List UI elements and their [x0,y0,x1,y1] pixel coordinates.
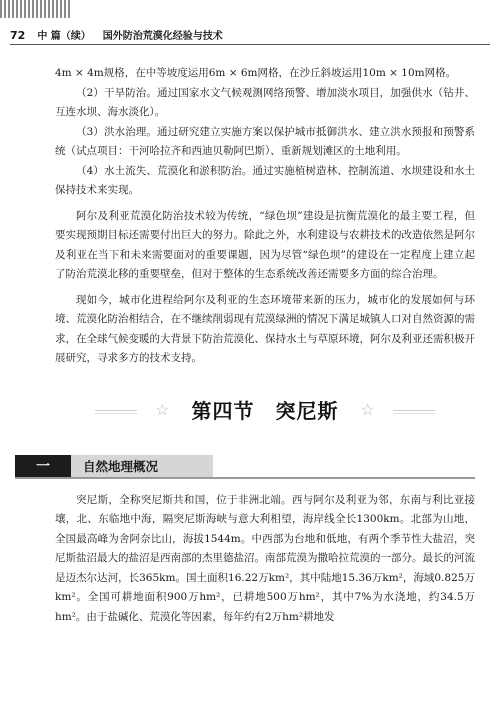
paragraph-urbanization: 现如今，城市化进程给阿尔及利亚的生态环境带来新的压力，城市化的发展如何与环境、荒漠化防治相结合，在不继续削弱现有荒漠绿洲的情况下满足城镇人口对自然资源的需求，在全球气候变暖的大背景下防治荒漠化、保持水土与草原环境，阿尔及利亚还需积极开展研究，寻求多方的技术支持。 [55,293,475,364]
star-icon: ☆ [155,399,170,419]
page-number: 72 [10,29,26,42]
header-rule [10,44,490,45]
part-label: 中 篇（续） [37,31,91,42]
header-stripe-decoration [0,0,70,18]
running-header [10,20,490,42]
section-heading [55,391,475,429]
page-body [36,64,475,627]
paragraph-erosion-control: （4）水土流失、荒漠化和淤积防治。通过实施植树造林、控制流道、水坝建设和水土保持技术来实现。 [55,164,475,196]
paragraph-green-dam: 阿尔及利亚荒漠化防治技术较为传统，“绿色坝”建设是抗衡荒漠化的最主要工程，但要实现预期目标还需要付出巨大的努力。除此之外，水利建设与农耕技术的改造依然是阿尔及利亚在当下和未来需要面对的重要课题，因为尽管“绿色坝”的建设在一定程度上建立起了防治荒漠北移的重要壁垒，但对于整体的生态系统改善还需要多方面的综合治理。 [55,209,475,280]
star-icon: ☆ [360,399,375,419]
subsection-title: 自然地理概况 [71,455,213,477]
subsection-number: 一 [15,455,71,477]
subsection-heading [15,455,475,479]
book-title: 国外防治荒漠化经验与技术 [102,31,223,42]
paragraph-continued: 4m × 4m规格，在中等坡度运用6m × 6m网格，在沙丘斜坡运用10m × 10m网格。 [55,67,457,79]
paragraph-tunisia-overview: 突尼斯，全称突尼斯共和国，位于非洲北端。西与阿尔及利亚为邻，东南与利比亚接壤，北、东临地中海，隔突尼斯海峡与意大利相望，海岸线全长1300km。北部为山地，全国最高峰为舍阿奈比山，海拔1544m。中西部为台地和低地，有两个季节性大盐沼，突尼斯盐沼最大的盐沼是西南部的杰里德盐沼。南部荒漠为撒哈拉荒漠的一部分。最长的河流是迈杰尔达河，长365km。国土面积16.22万km²，其中陆地15.36万km²，海域0.825万km²。全国可耕地面积900万hm²，已耕地500万hm²，其中7%为水浇地，约34.5万hm²。由于盐碱化、荒漠化等因素，每年约有2万hm²耕地发 [55,493,475,623]
section-title: 第四节 突尼斯 [191,399,339,423]
paragraph-drought-control: （2）干旱防治。通过国家水文气候观测网络预警、增加淡水项目，加强供水（钻井、互连水坝、海水淡化）。 [55,86,475,118]
paragraph-flood-control: （3）洪水治理。通过研究建立实施方案以保护城市抵御洪水、建立洪水预报和预警系统（试点项目：干河哈拉齐和西迪贝勒阿巴斯）、重新规划滩区的土地利用。 [55,125,475,157]
